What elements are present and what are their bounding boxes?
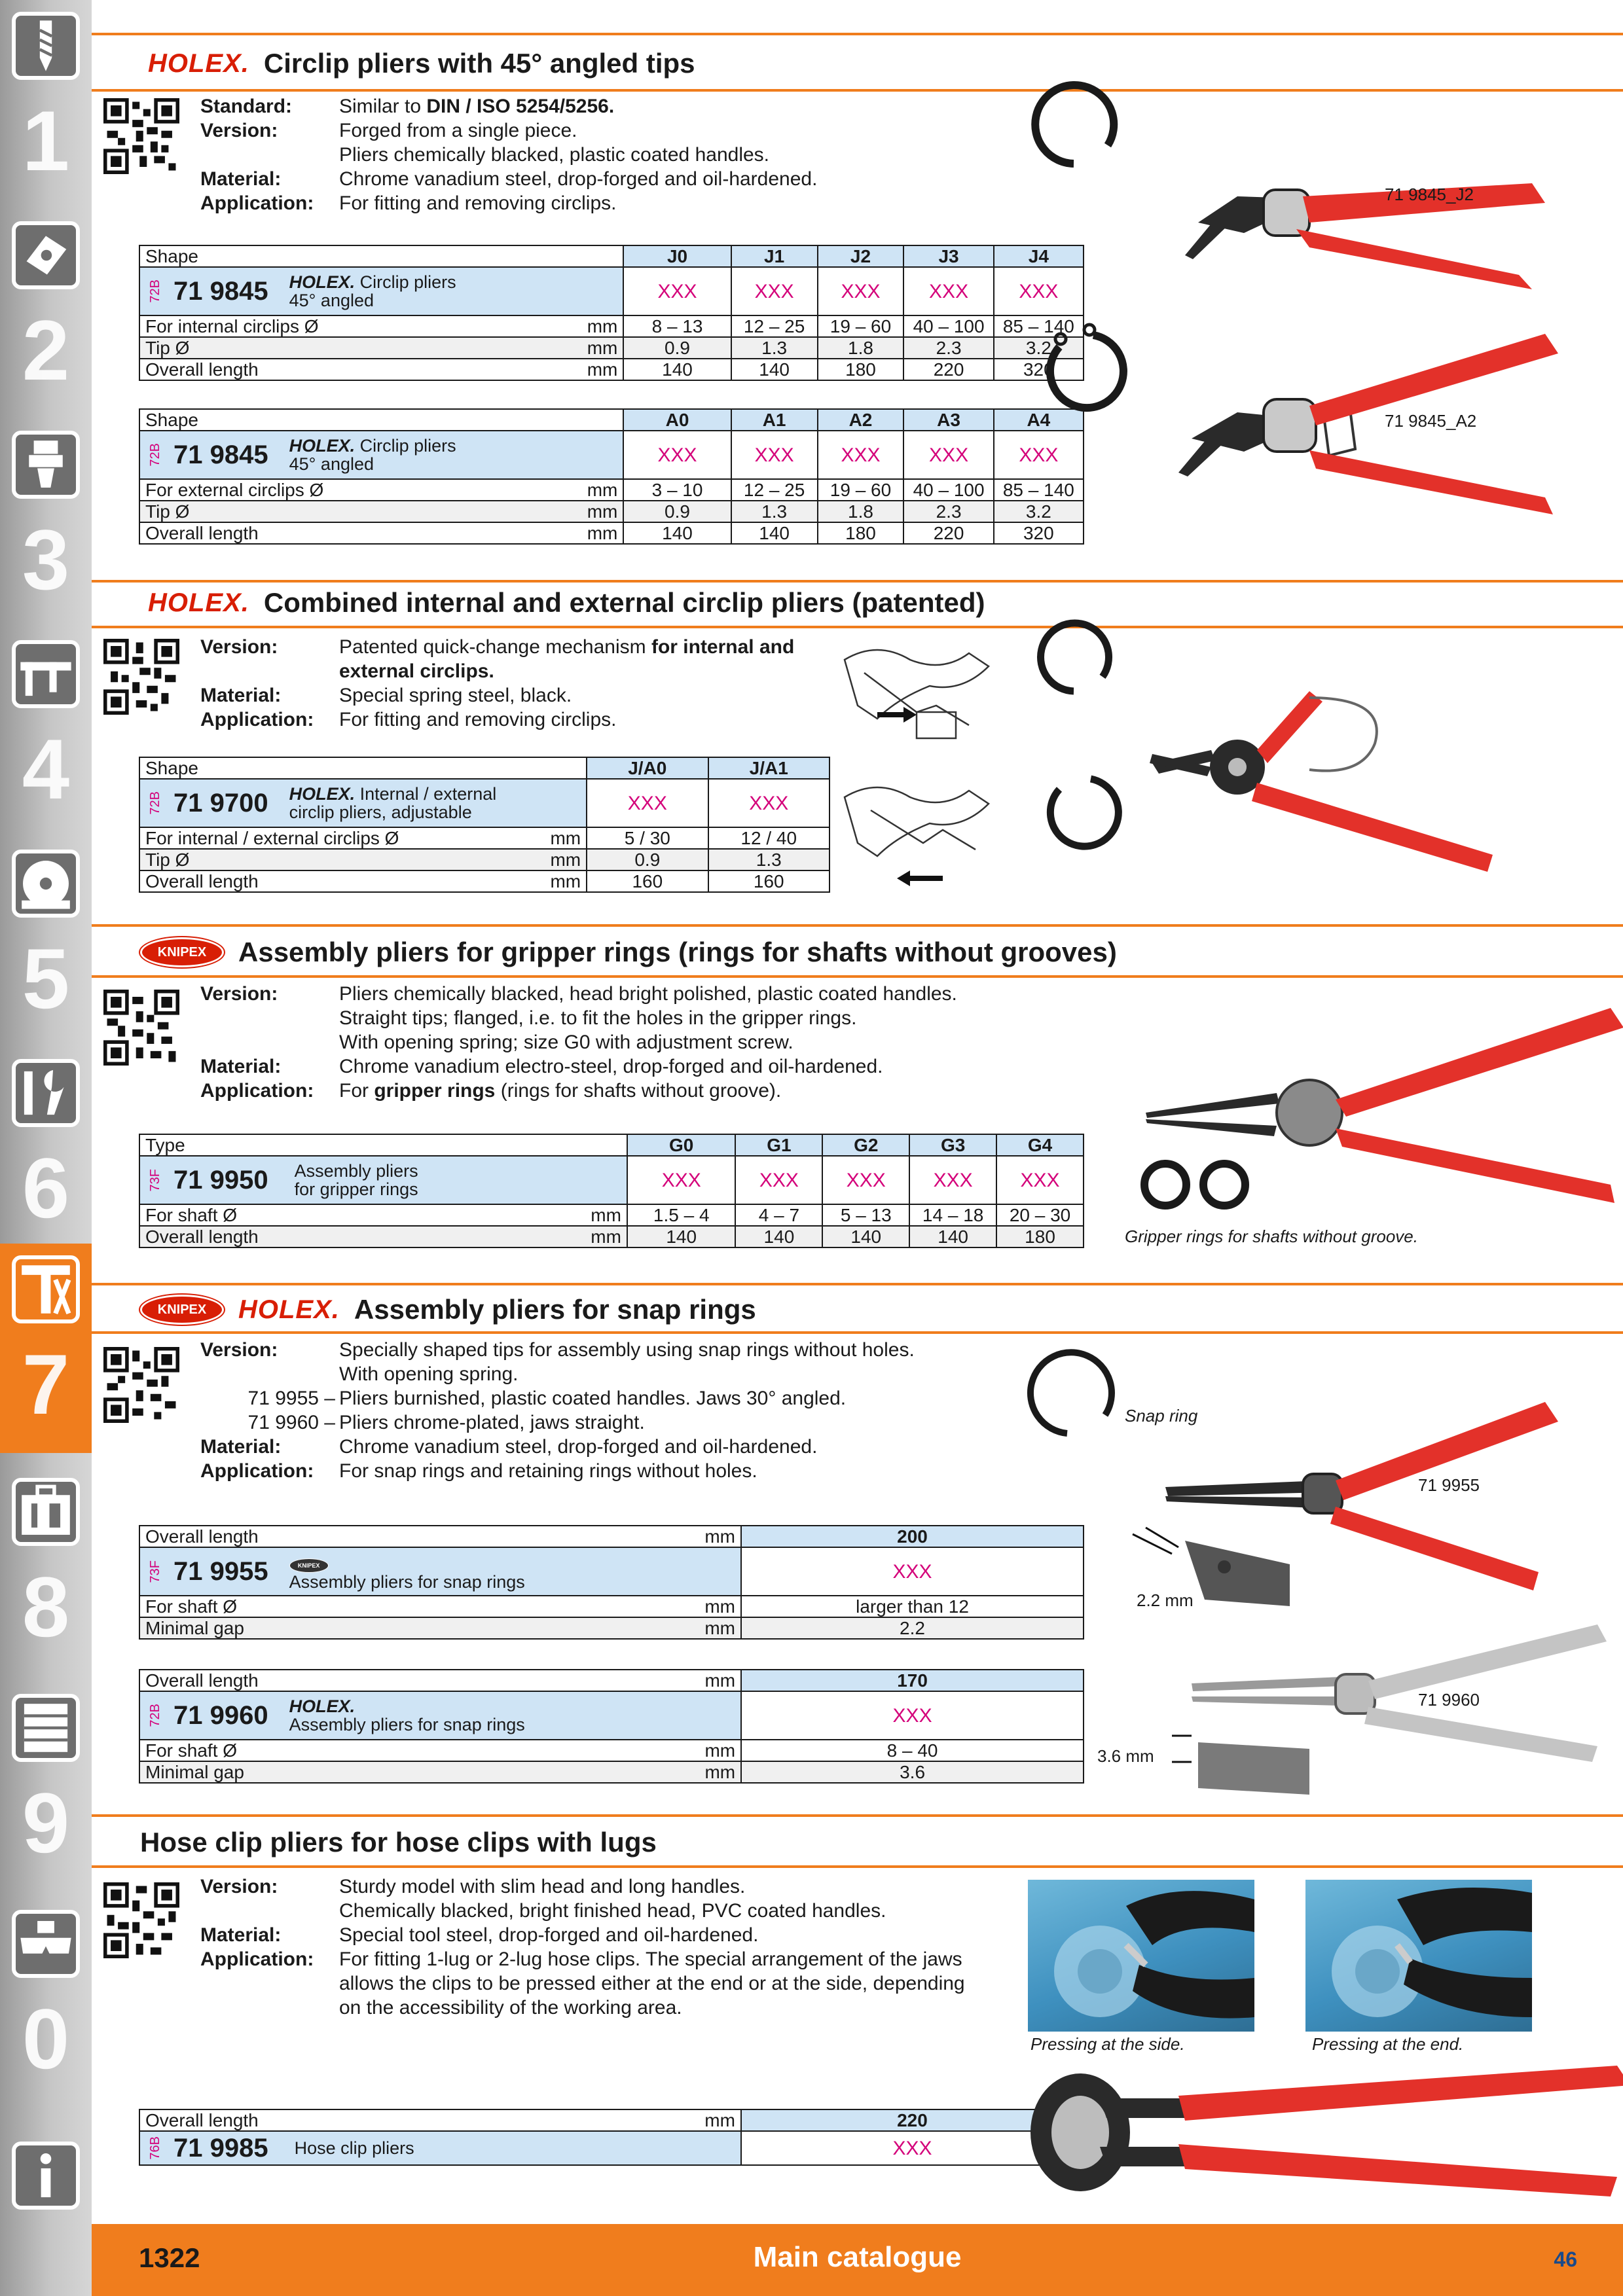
drill-bit-icon [12,12,80,80]
product-table-71-9845-A: Shape A0 A1 A2 A3 A4 72B 71 9845 HOLEX. Circlip pliers 45° angled XXX XXX XXX XXX XXX For external circlips Ø mm 3 – 10 12 – 25 19 – 60 40 – 100 85 – 140 Tip Ø mm 0.9 1.3 1.8 2.3 3.2 Overall length mm 140 140 180 220 320 [139,408,1084,545]
section-title-text: Hose clip pliers for hose clips with lugs [140,1827,657,1857]
chapter-tab-info[interactable] [0,2121,92,2296]
price-cell: XXX [731,267,818,315]
chapter-number: 0 [22,1991,70,2087]
product-table-71-9960: Overall length mm 170 72B 71 9960 HOLEX. Assembly pliers for snap rings XXX For shaft Ø mm 8 – 40 Minimal gap mm 3.6 [139,1669,1084,1784]
section-hose-clip-pliers [92,1820,1623,2225]
tool-holder-icon [12,431,80,499]
chapter-tab-bar [0,0,92,2296]
circlip-pliers-external-image [1021,301,1558,517]
image-label: 71 9845_J2 [1385,185,1474,204]
image-caption: Pressing at the side. [1030,2034,1185,2054]
price-cell: XXX [627,1156,736,1204]
tool-case-icon [12,1478,80,1546]
chapter-number: 4 [22,721,70,817]
qr-code[interactable] [103,1882,179,1958]
image-label: Snap ring [1125,1406,1198,1426]
section-title-text: Combined internal and external circlip pliers (patented) [263,587,985,618]
photo-pressing-side [1028,1880,1254,2032]
workshop-cabinet-icon [12,1694,80,1762]
wrench-icon [12,1059,80,1127]
chapter-tab-6[interactable] [0,1047,92,1257]
external-circlip-ring-icon [1050,779,1118,846]
page-number: 1322 [139,2242,200,2273]
section-circlip-pliers-45 [92,33,1623,576]
section-title-text: Assembly pliers for gripper rings (rings for shafts without grooves) [238,937,1117,967]
qr-code[interactable] [103,990,179,1066]
price-cell: XXX [903,431,993,479]
section-gripper-ring-pliers [92,929,1623,1283]
knipex-logo: KNIPEX [140,1295,224,1325]
article-number: 71 9950 [173,1165,268,1194]
section-snap-ring-pliers [92,1284,1623,1814]
product-table-71-9955: Overall length mm 200 73F 71 9955 KNIPEX Assembly pliers for snap rings XXX For shaft Ø mm larger than 12 Minimal gap mm 2.2 [139,1525,1084,1640]
price-cell: XXX [735,1156,822,1204]
chapter-tab-4[interactable] [0,628,92,838]
product-table-71-9950: Type G0 G1 G2 G3 G4 73F 71 9950 Assembly pliers for gripper rings XXX XXX XXX XXX XXX For shaft Ø mm 1.5 – 4 4 – 7 5 – 13 14 – 18 20 – 30 Overall length mm 140 140 140 140 180 [139,1134,1084,1248]
section-combined-circlip-pliers [92,580,1623,924]
circlip-pliers-internal-image [1021,111,1558,295]
hose-clip-pliers-image [1028,2059,1623,2203]
chapter-tab-1[interactable] [0,0,92,209]
price-cell: XXX [741,1691,1084,1740]
internal-circlip-ring-icon [1041,623,1109,691]
section-title [148,41,695,86]
product-table-71-9985: Overall length mm 220 76B 71 9985 Hose clip pliers XXX [139,2109,1084,2166]
chapter-tab-5[interactable] [0,838,92,1047]
price-cell: XXX [623,431,731,479]
price-cell: XXX [909,1156,996,1204]
article-number: 71 9845 [173,276,268,306]
hand-tools-icon [12,1255,80,1323]
snap-ring-icon [1030,1352,1112,1433]
chapter-tab-8[interactable] [0,1466,92,1676]
chapter-number: 7 [22,1336,70,1432]
chapter-tab-3[interactable] [0,419,92,628]
chapter-number: 8 [22,1559,70,1655]
gap-label: 3.6 mm [1097,1746,1154,1766]
product-table-71-9845-J: Shape J0 J1 J2 J3 J4 72B 71 9845 HOLEX. Circlip pliers 45° angled XXX XXX XXX XXX XXX For internal circlips Ø mm 8 – 13 12 – 25 19 – 60 40 – 100 85 – 140 Tip Ø mm 0.9 1.3 1.8 2.3 3.2 Overall length mm 140 140 180 220 320 [139,245,1084,381]
gripper-ring-pliers-image [1126,988,1623,1237]
spec-block: Version: Patented quick-change mechanism for internal and external circlips. Material: Special spring steel, black. Application: For fitting and removing circlips. [200,636,795,730]
image-label: 71 9955 [1418,1475,1480,1495]
chapter-tab-7[interactable] [0,1244,92,1453]
price-cell: XXX [818,431,904,479]
gap-label: 2.2 mm [1137,1590,1194,1610]
price-cell: XXX [587,779,708,827]
footer-small-number: 46 [1554,2248,1577,2271]
qr-code[interactable] [103,639,179,715]
article-number: 71 9985 [173,2133,268,2162]
image-label: 71 9960 [1418,1690,1480,1710]
catalogue-title: Main catalogue [753,2241,962,2273]
chapter-number: 6 [22,1140,70,1236]
article-number: 71 9700 [173,788,268,817]
chapter-number: 5 [22,931,70,1026]
article-number: 71 9960 [173,1700,268,1730]
chapter-number: 1 [22,93,70,188]
page-footer [92,2224,1623,2296]
image-caption: Gripper rings for shafts without groove. [1125,1227,1418,1246]
product-table-71-9700: Shape J/A0 J/A1 72B 71 9700 HOLEX. Internal / external circlip pliers, adjustable XXX XXX For internal / external circlips Ø mm 5 / 30 12 / 40 Tip Ø mm 0.9 1.3 Overall length mm 160 160 [139,757,830,893]
article-number: 71 9955 [173,1556,268,1586]
spec-block: Standard: Similar to DIN / ISO 5254/5256. Version: Forged from a single piece. Pliers chemically blacked, plastic coated handles. Material: Chrome vanadium steel, drop-forged and oil-hardened. Application: For fitting and removing circlips. [200,96,818,214]
price-cell: XXX [994,267,1084,315]
chapter-tab-9[interactable] [0,1682,92,1892]
internal-circlip-ring-icon [1035,85,1114,164]
cutting-insert-icon [12,221,80,289]
price-cell: XXX [818,267,904,315]
qr-code[interactable] [103,1347,179,1423]
price-cell: XXX [741,1547,1084,1596]
tip-detail-71-9960 [1159,1729,1309,1795]
quick-change-mechanism-sketch [838,634,995,889]
combined-circlip-pliers-image [1021,639,1545,901]
article-number: 71 9845 [173,440,268,469]
chapter-tab-0[interactable] [0,1898,92,2108]
section-title [140,929,1117,975]
price-cell: XXX [996,1156,1084,1204]
external-circlip-ring-icon [1050,325,1123,408]
price-cell: XXX [731,431,818,479]
spec-block: Version: Sturdy model with slim head and long handles. Chemically blacked, bright finished head, PVC coated handles. Material: Special tool steel, drop-forged and oil-hardened. Application: For fitting 1-lug or 2-lug hose clips. The special arrangement of the jaws allows the clips to be pressed either at the end or at the side, depending on the accessibility of the working area. [200,1876,965,2018]
chapter-number: 9 [22,1775,70,1871]
holex-logo: HOLEX. [148,588,249,617]
photo-pressing-end [1305,1880,1532,2032]
section-title [140,1287,756,1333]
gripper-ring-icon [1144,1164,1245,1206]
section-title-text: Assembly pliers for snap rings [354,1294,756,1325]
holex-logo: HOLEX. [148,48,249,78]
chapter-tab-2[interactable] [0,209,92,419]
holex-logo: HOLEX. [238,1295,340,1324]
caliper-icon [12,640,80,708]
info-icon [12,2142,80,2210]
section-title [148,580,985,626]
image-caption: Pressing at the end. [1312,2034,1464,2054]
price-cell: XXX [741,2131,1084,2165]
spec-block: Version: Pliers chemically blacked, head bright polished, plastic coated handles. Straight tips; flanged, i.e. to fit the holes in the gripper rings. With opening spring; size G0 with adjustment screw. Material: Chrome vanadium electro-steel, drop-forged and oil-hardened. Application: For gripper rings (rings for shafts without groove). [200,983,957,1102]
knipex-logo: KNIPEX [140,937,224,967]
price-cell: XXX [903,267,993,315]
qr-code[interactable] [103,98,179,174]
price-cell: XXX [708,779,830,827]
price-cell: XXX [822,1156,909,1204]
safety-glasses-icon [12,1910,80,1978]
spec-block: Version: Specially shaped tips for assembly using snap rings without holes. With opening spring. 71 9955 – Pliers burnished, plastic coated handles. Jaws 30° angled. 71 9960 – Pliers chrome-plated, jaws straight. Material: Chrome vanadium steel, drop-forged and oil-hardened. Application: For snap rings and retaining rings without holes. [200,1339,915,1482]
section-title [140,1820,657,1865]
section-title-text: Circlip pliers with 45° angled tips [263,48,695,79]
image-label: 71 9845_A2 [1385,411,1477,431]
chapter-number: 2 [22,302,70,398]
chapter-number: 3 [22,512,70,607]
price-cell: XXX [623,267,731,315]
cutting-disc-icon [12,850,80,918]
price-cell: XXX [994,431,1084,479]
